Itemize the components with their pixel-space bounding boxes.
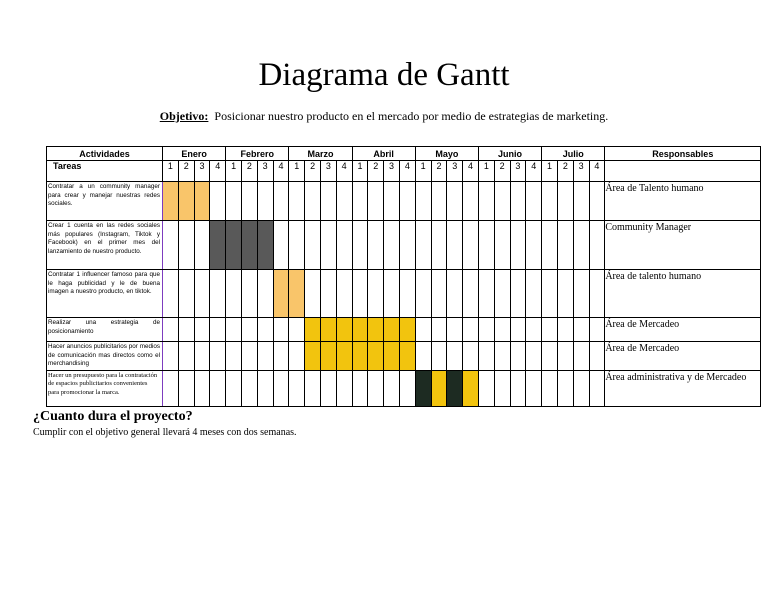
gantt-empty-cell [463,342,479,371]
gantt-empty-cell [273,182,289,221]
gantt-empty-cell [273,318,289,342]
gantt-empty-cell [336,221,352,270]
gantt-empty-cell [226,270,242,318]
gantt-empty-cell [241,371,257,407]
gantt-empty-cell [163,221,179,270]
objective-text: Posicionar nuestro producto en el mercado por medio de estrategias de marketing. [214,109,609,123]
gantt-empty-cell [478,182,494,221]
gantt-empty-cell [352,221,368,270]
gantt-bar-cell [399,318,415,342]
month-header: Abril [352,147,415,161]
gantt-empty-cell [289,318,305,342]
gantt-bar-cell [399,342,415,371]
week-number: 4 [336,161,352,182]
week-number: 4 [273,161,289,182]
gantt-empty-cell [431,182,447,221]
gantt-bar-cell [320,318,336,342]
gantt-empty-cell [226,318,242,342]
gantt-bar-cell [210,221,226,270]
gantt-bar-cell [320,342,336,371]
week-number: 1 [542,161,558,182]
gantt-empty-cell [384,371,400,407]
gantt-empty-cell [352,182,368,221]
activities-header: Actividades [47,147,163,161]
gantt-empty-cell [494,221,510,270]
week-number: 3 [194,161,210,182]
week-number: 4 [210,161,226,182]
week-number: 4 [399,161,415,182]
gantt-bar-cell [194,182,210,221]
gantt-empty-cell [573,342,589,371]
gantt-empty-cell [478,270,494,318]
task-row [47,342,761,371]
gantt-empty-cell [289,371,305,407]
gantt-bar-cell [305,342,321,371]
gantt-empty-cell [494,342,510,371]
month-header: Junio [478,147,541,161]
week-number: 3 [510,161,526,182]
gantt-empty-cell [447,221,463,270]
gantt-empty-cell [542,342,558,371]
gantt-empty-cell [463,182,479,221]
gantt-bar-cell [384,318,400,342]
gantt-empty-cell [510,318,526,342]
gantt-empty-cell [305,182,321,221]
week-number: 4 [589,161,605,182]
gantt-empty-cell [241,182,257,221]
month-header: Mayo [415,147,478,161]
week-number: 1 [289,161,305,182]
gantt-empty-cell [336,270,352,318]
gantt-empty-cell [557,221,573,270]
responsible-cell: Área de talento humano [605,270,761,318]
gantt-empty-cell [210,182,226,221]
gantt-empty-cell [368,371,384,407]
gantt-empty-cell [320,221,336,270]
gantt-table [46,146,761,407]
gantt-empty-cell [542,371,558,407]
task-row [47,371,761,407]
gantt-empty-cell [415,342,431,371]
gantt-empty-cell [431,342,447,371]
gantt-empty-cell [447,342,463,371]
gantt-empty-cell [194,318,210,342]
gantt-empty-cell [415,318,431,342]
duration-answer: Cumplir con el objetivo general llevará 4 meses con dos semanas. [33,427,297,438]
gantt-empty-cell [589,318,605,342]
week-number: 1 [352,161,368,182]
responsible-cell: Área de Talento humano [605,182,761,221]
gantt-empty-cell [320,182,336,221]
gantt-empty-cell [194,270,210,318]
gantt-empty-cell [589,342,605,371]
gantt-empty-cell [431,318,447,342]
week-number: 3 [257,161,273,182]
gantt-empty-cell [305,221,321,270]
week-number: 1 [415,161,431,182]
gantt-empty-cell [510,221,526,270]
gantt-empty-cell [368,270,384,318]
gantt-empty-cell [589,270,605,318]
gantt-empty-cell [257,182,273,221]
task-row [47,318,761,342]
gantt-bar-cell [241,221,257,270]
objective-line [0,109,768,123]
gantt-empty-cell [210,270,226,318]
week-number: 3 [573,161,589,182]
gantt-empty-cell [447,318,463,342]
week-number: 2 [494,161,510,182]
week-number: 3 [320,161,336,182]
task-row [47,221,761,270]
gantt-bar-cell [226,221,242,270]
task-description: Crear 1 cuenta en las redes sociales más populares (Instagram, Tiktok y Facebook) en el primer mes del lanzamiento de nuestro producto. [47,221,163,270]
gantt-empty-cell [557,318,573,342]
week-number: 3 [384,161,400,182]
gantt-empty-cell [557,182,573,221]
gantt-empty-cell [210,318,226,342]
gantt-empty-cell [194,221,210,270]
gantt-empty-cell [542,182,558,221]
gantt-empty-cell [289,342,305,371]
gantt-empty-cell [194,342,210,371]
gantt-empty-cell [589,182,605,221]
gantt-empty-cell [257,342,273,371]
gantt-empty-cell [305,270,321,318]
gantt-empty-cell [415,221,431,270]
responsible-cell: Community Manager [605,221,761,270]
responsible-cell: Área administrativa y de Mercadeo [605,371,761,407]
gantt-empty-cell [194,371,210,407]
gantt-empty-cell [526,270,542,318]
gantt-empty-cell [494,270,510,318]
gantt-empty-cell [573,318,589,342]
gantt-empty-cell [273,221,289,270]
gantt-bar-cell [352,342,368,371]
gantt-empty-cell [510,371,526,407]
gantt-empty-cell [163,342,179,371]
task-row [47,270,761,318]
gantt-bar-cell [415,371,431,407]
gantt-empty-cell [178,371,194,407]
gantt-bar-cell [273,270,289,318]
gantt-empty-cell [273,342,289,371]
gantt-empty-cell [526,342,542,371]
task-row [47,182,761,221]
task-description: Contratar a un community manager para crear y manejar nuestras redes sociales. [47,182,163,221]
month-header: Julio [542,147,605,161]
week-number: 2 [557,161,573,182]
gantt-empty-cell [573,221,589,270]
gantt-empty-cell [478,318,494,342]
task-description: Contratar 1 influencer famoso para que le haga publicidad y le de buena imagen a nuestro producto, en tiktok. [47,270,163,318]
gantt-empty-cell [415,182,431,221]
gantt-empty-cell [494,318,510,342]
responsible-cell: Área de Mercadeo [605,318,761,342]
gantt-empty-cell [257,318,273,342]
gantt-empty-cell [163,318,179,342]
gantt-empty-cell [226,182,242,221]
gantt-empty-cell [431,270,447,318]
gantt-empty-cell [305,371,321,407]
gantt-empty-cell [447,182,463,221]
gantt-empty-cell [368,221,384,270]
week-number: 2 [178,161,194,182]
duration-question: ¿Cuanto dura el proyecto? [33,409,193,424]
week-number: 2 [241,161,257,182]
task-description: Hacer anuncios publicitarios por medios de comunicación mas directos como el merchandising [47,342,163,371]
gantt-bar-cell [289,270,305,318]
gantt-empty-cell [478,221,494,270]
gantt-empty-cell [510,270,526,318]
gantt-empty-cell [573,270,589,318]
gantt-empty-cell [573,371,589,407]
gantt-empty-cell [494,182,510,221]
gantt-empty-cell [178,221,194,270]
gantt-empty-cell [178,342,194,371]
week-number: 1 [163,161,179,182]
gantt-empty-cell [241,342,257,371]
gantt-empty-cell [336,371,352,407]
gantt-empty-cell [178,270,194,318]
page-title: Diagrama de Gantt [258,57,510,93]
gantt-empty-cell [210,371,226,407]
week-number: 4 [526,161,542,182]
task-description: Realizar una estrategia de posicionamiento [47,318,163,342]
month-header: Marzo [289,147,352,161]
gantt-bar-cell [463,371,479,407]
gantt-empty-cell [526,371,542,407]
gantt-empty-cell [478,342,494,371]
gantt-empty-cell [384,270,400,318]
gantt-bar-cell [384,342,400,371]
gantt-empty-cell [589,371,605,407]
gantt-empty-cell [557,371,573,407]
gantt-empty-cell [463,221,479,270]
responsible-cell: Área de Mercadeo [605,342,761,371]
gantt-empty-cell [447,270,463,318]
gantt-bar-cell [163,182,179,221]
gantt-empty-cell [352,371,368,407]
gantt-empty-cell [557,270,573,318]
gantt-bar-cell [178,182,194,221]
gantt-empty-cell [241,318,257,342]
week-number: 2 [431,161,447,182]
gantt-empty-cell [399,182,415,221]
week-number: 1 [226,161,242,182]
gantt-empty-cell [257,371,273,407]
gantt-empty-cell [241,270,257,318]
responsables-blank [605,161,761,182]
gantt-empty-cell [542,270,558,318]
gantt-bar-cell [447,371,463,407]
gantt-empty-cell [226,371,242,407]
gantt-bar-cell [305,318,321,342]
month-header: Enero [163,147,226,161]
gantt-empty-cell [210,342,226,371]
gantt-empty-cell [526,221,542,270]
gantt-bar-cell [336,342,352,371]
gantt-empty-cell [352,270,368,318]
week-number: 2 [368,161,384,182]
gantt-bar-cell [257,221,273,270]
gantt-bar-cell [368,342,384,371]
gantt-empty-cell [494,371,510,407]
task-description: Hacer un presupuesto para la contratación de espacios publicitarios convenientes para promocionar la marca. [47,371,163,407]
gantt-empty-cell [478,371,494,407]
gantt-empty-cell [320,270,336,318]
gantt-bar-cell [368,318,384,342]
gantt-bar-cell [431,371,447,407]
gantt-empty-cell [257,270,273,318]
gantt-empty-cell [289,221,305,270]
gantt-empty-cell [589,221,605,270]
gantt-empty-cell [557,342,573,371]
objective-label: Objetivo: [159,109,209,123]
gantt-empty-cell [226,342,242,371]
gantt-empty-cell [463,318,479,342]
week-number: 3 [447,161,463,182]
gantt-empty-cell [399,371,415,407]
gantt-empty-cell [368,182,384,221]
gantt-empty-cell [399,270,415,318]
gantt-empty-cell [510,182,526,221]
month-header: Febrero [226,147,289,161]
gantt-empty-cell [510,342,526,371]
gantt-empty-cell [415,270,431,318]
gantt-bar-cell [352,318,368,342]
gantt-empty-cell [573,182,589,221]
week-number: 4 [463,161,479,182]
gantt-empty-cell [542,318,558,342]
gantt-empty-cell [336,182,352,221]
week-number: 1 [478,161,494,182]
tasks-header: Tareas [47,161,163,182]
gantt-empty-cell [384,221,400,270]
gantt-empty-cell [463,270,479,318]
gantt-bar-cell [336,318,352,342]
responsables-header: Responsables [605,147,761,161]
gantt-empty-cell [399,221,415,270]
gantt-empty-cell [526,182,542,221]
gantt-empty-cell [320,371,336,407]
gantt-empty-cell [273,371,289,407]
gantt-empty-cell [163,371,179,407]
gantt-empty-cell [526,318,542,342]
week-number: 2 [305,161,321,182]
gantt-empty-cell [178,318,194,342]
gantt-empty-cell [289,182,305,221]
gantt-empty-cell [542,221,558,270]
gantt-empty-cell [163,270,179,318]
gantt-empty-cell [384,182,400,221]
gantt-empty-cell [431,221,447,270]
